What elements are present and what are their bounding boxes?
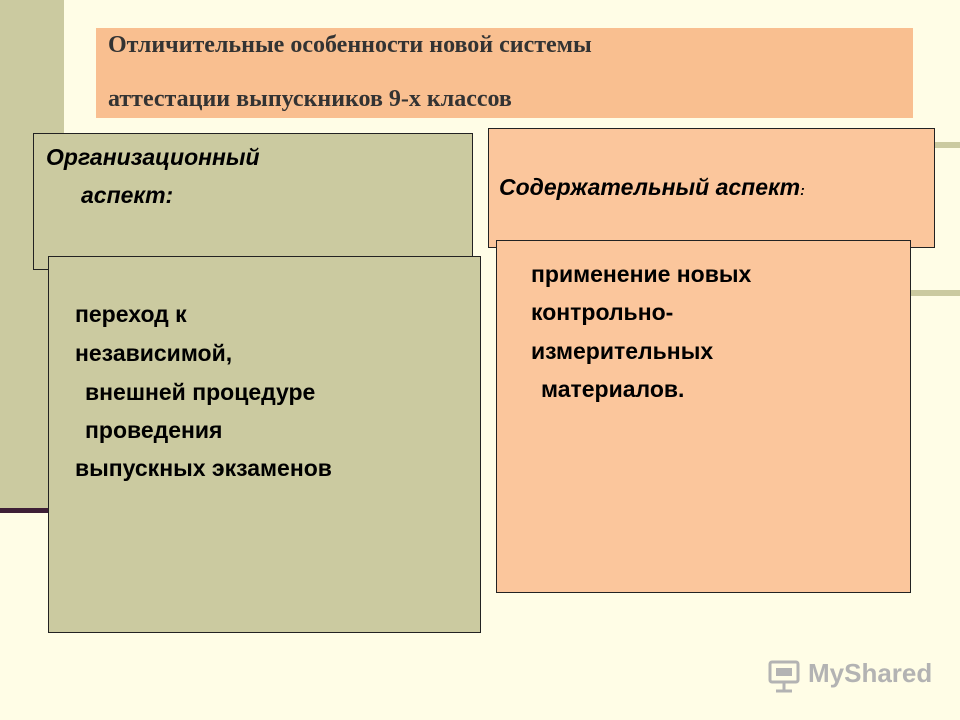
org-aspect-heading-line-1: Организационный (46, 144, 260, 170)
slide-title-line-2: аттестации выпускников 9-х классов (108, 86, 512, 112)
watermark (766, 656, 933, 696)
content-body-line-2: контрольно- (531, 299, 674, 325)
org-aspect-heading-box (33, 133, 473, 270)
content-aspect-heading (499, 174, 805, 201)
org-body-line-2: независимой, (75, 340, 233, 366)
org-body-line-4: проведения (85, 417, 223, 443)
slide-title-line-1: Отличительные особенности новой системы (108, 32, 592, 58)
org-aspect-heading-line-2: аспект: (81, 182, 174, 208)
content-aspect-heading-colon: : (800, 182, 805, 198)
content-aspect-heading-text: Содержательный аспект (499, 174, 801, 200)
presentation-board-icon (766, 658, 802, 694)
content-body-line-1: применение новых (531, 261, 752, 287)
slide-title-bar (96, 28, 913, 118)
org-body-line-5: выпускных экзаменов (75, 455, 332, 481)
org-aspect-body-box (48, 256, 481, 633)
watermark-text: MyShared (808, 658, 933, 688)
left-decor-line (0, 508, 50, 513)
content-aspect-heading-box (488, 128, 935, 248)
content-body-line-3: измерительных (531, 338, 714, 364)
content-aspect-body-box (496, 240, 911, 593)
org-body-line-1: переход к (75, 301, 187, 327)
content-body-line-4: материалов. (541, 376, 685, 402)
org-body-line-3: внешней процедуре (85, 379, 316, 405)
